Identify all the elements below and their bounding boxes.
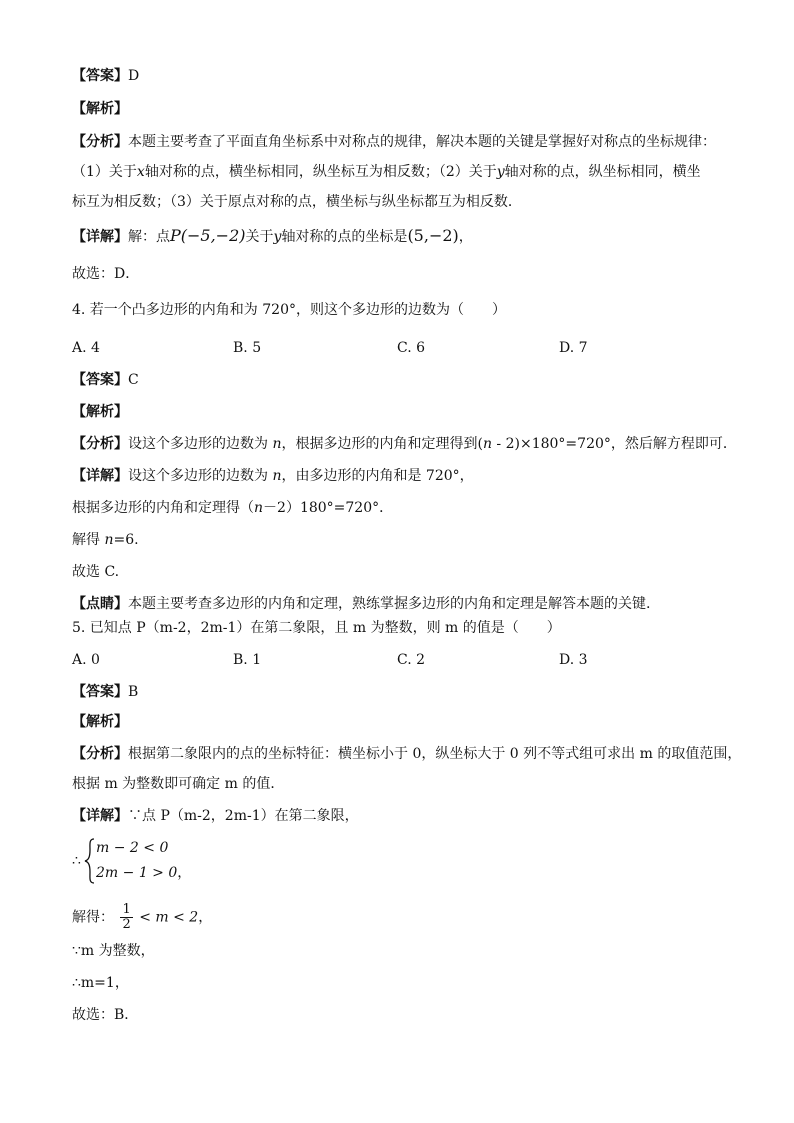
dianjing-label: 【点睛】 — [72, 596, 128, 612]
xiangjie-text: 关于 — [245, 229, 274, 245]
xiangjie-text: ， — [458, 229, 473, 245]
fenxi-text: ，根据多边形的内角和定理得到( — [281, 436, 483, 452]
left-brace-icon — [84, 838, 96, 884]
theorem-text: 根据多边形的内角和定理得（ — [72, 500, 254, 516]
math-var-x: x — [136, 164, 145, 180]
fraction-numerator: 1 — [122, 902, 131, 917]
q5-fenxi-line-2: 根据 m 为整数即可确定 m 的值． — [72, 776, 285, 792]
math-var-n: n — [104, 532, 114, 548]
dianjing-text: 本题主要考查多边形的内角和定理，熟练掌握多边形的内角和定理是解答本题的关键. — [128, 596, 651, 612]
q5-conclusion: 故选：B． — [72, 1007, 139, 1023]
inequality-row-1: m − 2 < 0 — [96, 840, 169, 856]
q3-fenxi-line-1 — [72, 132, 716, 152]
xiangjie-label: 【详解】 — [72, 808, 128, 824]
q3-analysis-label: 【解析】 — [72, 101, 128, 117]
q5-stem: 5. 已知点 P（m-2，2m-1）在第二象限，且 m 为整数，则 m 的值是（ ） — [72, 620, 561, 636]
q4-theorem-line — [72, 498, 393, 518]
q4-fenxi — [72, 434, 737, 454]
solve-inequality: < m < 2 — [139, 909, 199, 926]
answer-value: D — [128, 68, 140, 84]
theorem-text: －2）180°=720°． — [263, 500, 394, 516]
xiangjie-label: 【详解】 — [72, 229, 128, 245]
answer-value: C — [128, 372, 139, 388]
math-var-n: n — [272, 436, 282, 452]
xiangjie-text: 解：点 — [128, 229, 170, 245]
q4-conclusion: 故选 C. — [72, 564, 120, 580]
q4-stem: 4. 若一个凸多边形的内角和为 720°，则这个多边形的边数为（ ） — [72, 302, 506, 318]
xiangjie-label: 【详解】 — [72, 468, 128, 484]
q4-dianjing — [72, 594, 650, 614]
q4-option-c: C. 6 — [397, 340, 426, 356]
q3-fenxi-line-3: 标互为相反数；（3）关于原点对称的点，横坐标与纵坐标都互为相反数． — [72, 194, 522, 210]
xiangjie-text: ，由多边形的内角和是 720°， — [281, 468, 474, 484]
q4-xiangjie — [72, 466, 474, 486]
fraction-denominator: 2 — [122, 917, 131, 932]
q3-answer — [72, 66, 139, 86]
q3-conclusion: 故选：D． — [72, 266, 140, 282]
q5-option-c: C. 2 — [397, 652, 426, 668]
solve-text: 解得 — [72, 532, 105, 548]
q3-xiangjie — [72, 226, 473, 247]
q5-result: ∴m=1， — [72, 975, 129, 991]
fenxi-label: 【分析】 — [72, 134, 128, 150]
math-var-n: n — [482, 436, 492, 452]
math-result: (5,−2) — [407, 226, 459, 245]
q5-solve-line — [72, 903, 212, 932]
math-var-y: y — [273, 229, 282, 245]
fenxi-text: 根据第二象限内的点的坐标特征：横坐标小于 0，纵坐标大于 0 列不等式组可求出 m 的取值范围， — [128, 746, 742, 762]
inequality-row-2-text: 2m − 1 > 0 — [96, 865, 178, 881]
q4-option-b: B. 5 — [233, 340, 262, 356]
fenxi-text: 设这个多边形的边数为 — [128, 436, 273, 452]
q5-option-a: A. 0 — [72, 652, 100, 668]
xiangjie-text: 轴对称的点的坐标是 — [281, 229, 408, 245]
q5-analysis-label: 【解析】 — [72, 714, 128, 730]
q5-xiangjie — [72, 806, 359, 826]
q5-because: ∵m 为整数， — [72, 943, 155, 959]
q5-fenxi-line-1 — [72, 744, 741, 764]
fenxi-label: 【分析】 — [72, 436, 128, 452]
fenxi-label: 【分析】 — [72, 746, 128, 762]
fenxi-text: - 2)×180°=720°，然后解方程即可． — [491, 436, 737, 452]
inequality-suffix: ， — [177, 865, 192, 881]
answer-label: 【答案】 — [72, 684, 128, 700]
math-var-n: n — [272, 468, 282, 484]
solve-label: 解得： — [72, 909, 114, 926]
answer-label: 【答案】 — [72, 68, 128, 84]
q4-option-a: A. 4 — [72, 340, 100, 356]
math-var-n: n — [254, 500, 264, 516]
inequality-system — [72, 836, 312, 886]
xiangjie-text: 设这个多边形的边数为 — [128, 468, 273, 484]
fenxi-text: 轴对称的点，横坐标相同，纵坐标互为相反数；（2）关于 — [144, 164, 497, 180]
solve-text: =6. — [113, 532, 139, 548]
fraction — [120, 903, 132, 932]
q4-option-d: D. 7 — [559, 340, 588, 356]
q4-analysis-label: 【解析】 — [72, 404, 128, 420]
solve-suffix: ， — [198, 909, 213, 926]
q5-option-d: D. 3 — [559, 652, 588, 668]
fenxi-text: 本题主要考查了平面直角坐标系中对称点的规律，解决本题的关键是掌握好对称点的坐标规律： — [128, 134, 716, 150]
q3-fenxi-line-2 — [72, 162, 701, 182]
fenxi-text: （1）关于 — [72, 164, 137, 180]
math-point: P(−5,−2) — [170, 226, 246, 245]
q5-answer — [72, 682, 138, 702]
q4-solve-line — [72, 530, 139, 550]
answer-value: B — [128, 684, 139, 700]
xiangjie-text: ∵点 P（m-2，2m-1）在第二象限， — [128, 808, 359, 824]
math-var-y: y — [496, 164, 505, 180]
q4-answer — [72, 370, 139, 390]
q5-option-b: B. 1 — [233, 652, 262, 668]
fenxi-text: 轴对称的点，纵坐标相同，横坐 — [504, 164, 701, 180]
answer-label: 【答案】 — [72, 372, 128, 388]
therefore-symbol: ∴ — [72, 853, 81, 869]
inequality-row-2 — [96, 862, 191, 882]
